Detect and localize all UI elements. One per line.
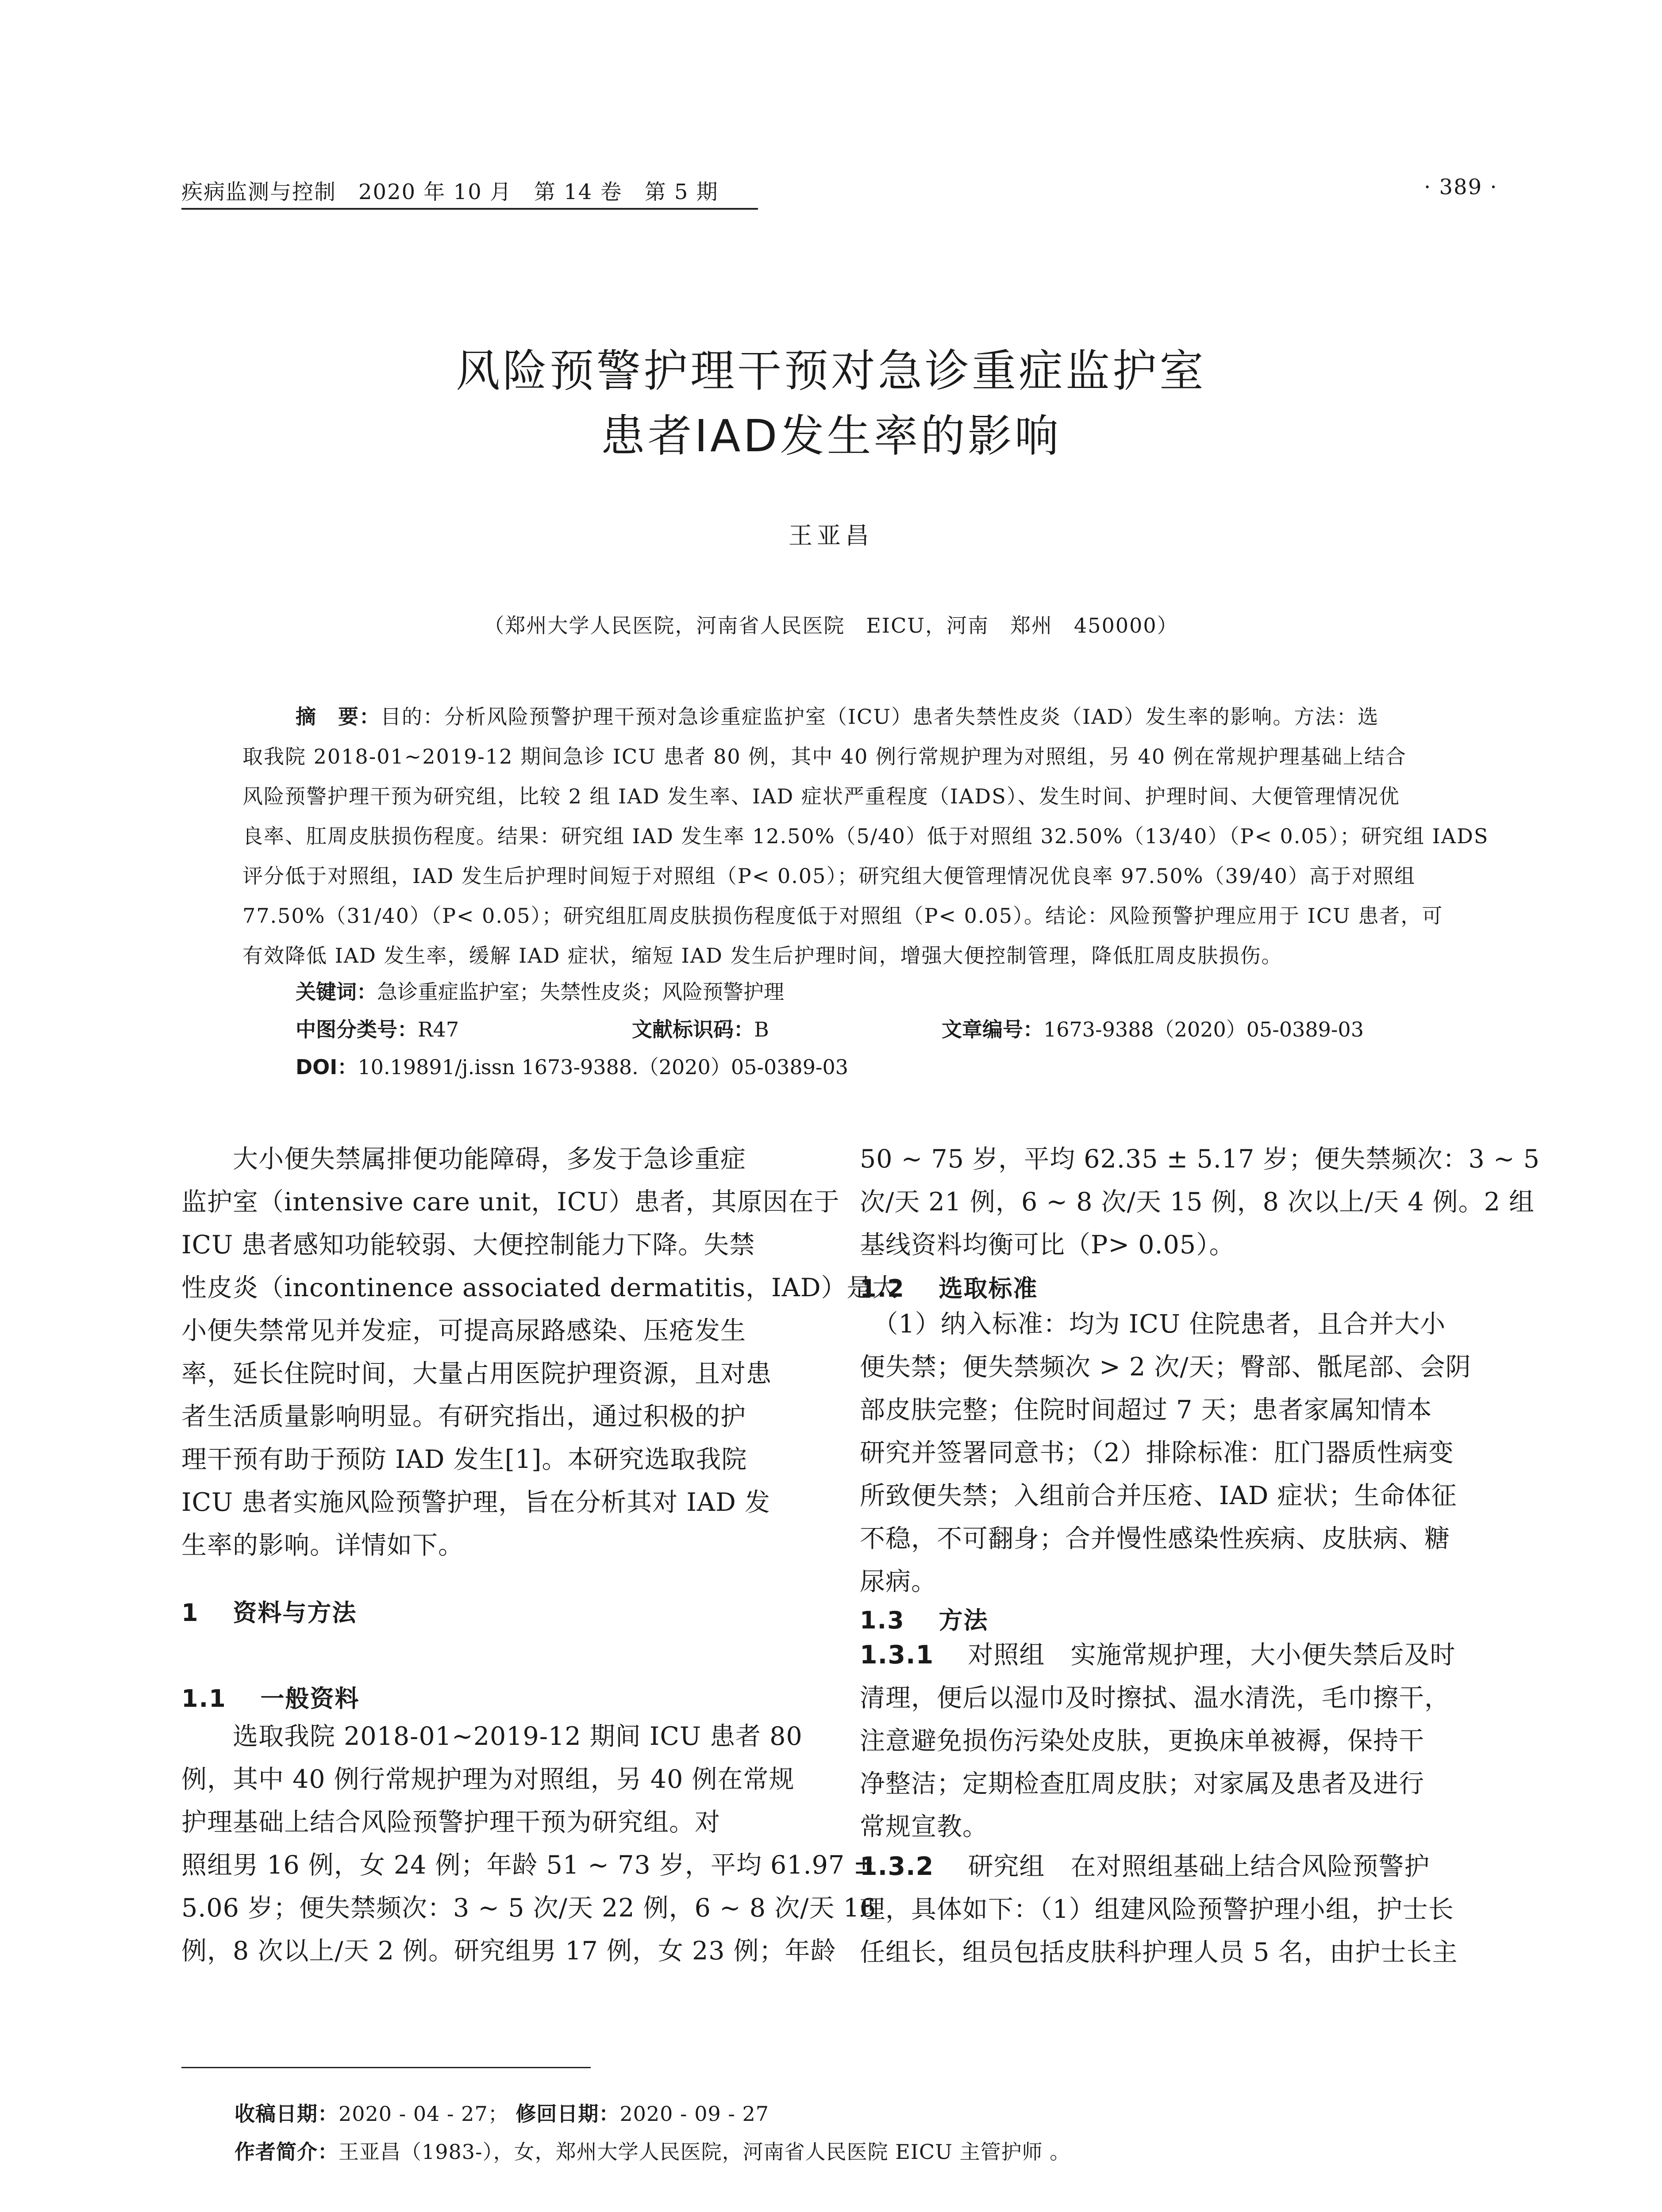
subsection-label: 1.3.1 — [860, 1640, 934, 1670]
doi: DOI：10.19891/j.issn 1673-9388.（2020）05-0389-03 — [296, 1055, 849, 1079]
title-line-1: 风险预警护理干预对急诊重症监护室 — [456, 345, 1206, 397]
method-1-3-1-line: 1.3.1 对照组 实施常规护理，大小便失禁后及时 — [860, 1640, 1456, 1670]
article-number: 文章编号：1673-9388（2020）05-0389-03 — [942, 1018, 1364, 1041]
author-bio: 作者简介：王亚昌（1983-），女，郑州大学人民医院，河南省人民医院 EICU 主管护师 。 — [235, 2140, 1071, 2164]
criteria-line: 尿病。 — [860, 1567, 937, 1596]
intro-line: 监护室（intensive care unit，ICU）患者，其原因在于 — [181, 1187, 840, 1217]
intro-line: 生率的影响。详情如下。 — [181, 1531, 464, 1560]
subsection-label: 1.3.2 — [860, 1852, 934, 1881]
method-1-3-2-line: 任组长，组员包括皮肤科护理人员 5 名，由护士长主 — [860, 1938, 1458, 1967]
section-heading-1-3: 1.3 方法 — [860, 1606, 989, 1634]
general-line: 例，8 次以上/天 2 例。研究组男 17 例，女 23 例；年龄 — [181, 1936, 836, 1966]
abstract-line-7: 有效降低 IAD 发生率，缓解 IAD 症状，缩短 IAD 发生后护理时间，增强大便控制管理，降低肛周皮肤损伤。 — [242, 944, 1283, 968]
affiliation: （郑州大学人民医院，河南省人民医院 EICU，河南 郑州 450000） — [484, 614, 1178, 637]
section-heading-1-1: 1.1 一般资料 — [181, 1685, 360, 1713]
criteria-line: （1）纳入标准：均为 ICU 住院患者，且合并大小 — [860, 1310, 1446, 1339]
criteria-line: 部皮肤完整；住院时间超过 7 天；患者家属知情本 — [860, 1395, 1432, 1425]
cont-line: 基线资料均衡可比（P> 0.05）。 — [860, 1230, 1235, 1260]
abstract-line-6: 77.50%（31/40）（P< 0.05）；研究组肛周皮肤损伤程度低于对照组（P< 0.05）。结论：风险预警护理应用于 ICU 患者，可 — [242, 904, 1443, 928]
author: 王亚昌 — [789, 522, 873, 549]
criteria-line: 研究并签署同意书；（2）排除标准：肛门器质性病变 — [860, 1438, 1454, 1467]
cont-line: 次/天 21 例，6 ~ 8 次/天 15 例，8 次以上/天 4 例。2 组 — [860, 1187, 1535, 1217]
abstract-line-2: 取我院 2018-01~2019-12 期间急诊 ICU 患者 80 例，其中 40 例行常规护理为对照组，另 40 例在常规护理基础上结合 — [242, 745, 1407, 768]
intro-line: 性皮炎（incontinence associated dermatitis，IAD）是大 — [181, 1273, 898, 1302]
keywords: 关键词：急诊重症监护室；失禁性皮炎；风险预警护理 — [296, 980, 784, 1004]
abstract-line-4: 良率、肛周皮肤损伤程度。结果：研究组 IAD 发生率 12.50%（5/40）低于对照组 32.50%（13/40）（P< 0.05）；研究组 IADS — [242, 824, 1489, 848]
method-1-3-2-line: 1.3.2 研究组 在对照组基础上结合风险预警护 — [860, 1852, 1430, 1881]
method-1-3-2-line: 理，具体如下：（1）组建风险预警护理小组，护士长 — [860, 1895, 1454, 1924]
general-line: 5.06 岁；便失禁频次：3 ~ 5 次/天 22 例，6 ~ 8 次/天 16 — [181, 1893, 877, 1923]
intro-line: ICU 患者实施风险预警护理，旨在分析其对 IAD 发 — [181, 1488, 770, 1517]
abstract-line-5: 评分低于对照组，IAD 发生后护理时间短于对照组（P< 0.05）；研究组大便管理情况优良率 97.50%（39/40）高于对照组 — [242, 864, 1416, 888]
abstract-line-1: 摘 要：目的：分析风险预警护理干预对急诊重症监护室（ICU）患者失禁性皮炎（IAD）发生率的影响。方法：选 — [296, 705, 1379, 729]
general-line: 护理基础上结合风险预警护理干预为研究组。对 — [181, 1808, 720, 1837]
intro-line: 理干预有助于预防 IAD 发生[1]。本研究选取我院 — [181, 1445, 747, 1474]
method-1-3-1-line: 常规宣教。 — [860, 1812, 988, 1841]
general-line: 例，其中 40 例行常规护理为对照组，另 40 例在常规 — [181, 1765, 795, 1794]
intro-line: 者生活质量影响明显。有研究指出，通过积极的护 — [181, 1402, 746, 1431]
classification-number: 中图分类号：R47 — [296, 1018, 459, 1041]
abstract-line-3: 风险预警护理干预为研究组，比较 2 组 IAD 发生率、IAD 症状严重程度（IADS）、发生时间、护理时间、大便管理情况优 — [242, 784, 1400, 808]
cont-line: 50 ~ 75 岁，平均 62.35 ± 5.17 岁；便失禁频次：3 ~ 5 — [860, 1144, 1540, 1174]
general-line: 选取我院 2018-01~2019-12 期间 ICU 患者 80 — [181, 1722, 803, 1751]
footnote-rule — [181, 2067, 591, 2068]
abstract-label: 摘 要： — [296, 705, 381, 729]
running-header: 疾病监测与控制 2020 年 10 月 第 14 卷 第 5 期 — [181, 180, 719, 204]
method-1-3-1-line: 注意避免损伤污染处皮肤，更换床单被褥，保持干 — [860, 1726, 1424, 1755]
general-line: 照组男 16 例，女 24 例；年龄 51 ~ 73 岁，平均 61.97 ± — [181, 1851, 875, 1880]
received-dates: 收稿日期：2020 - 04 - 27； 修回日期：2020 - 09 - 27 — [235, 2102, 769, 2126]
criteria-line: 便失禁；便失禁频次 > 2 次/天；臀部、骶尾部、会阴 — [860, 1352, 1471, 1382]
method-1-3-1-line: 净整洁；定期检查肛周皮肤；对家属及患者及进行 — [860, 1769, 1424, 1798]
intro-line: 大小便失禁属排便功能障碍，多发于急诊重症 — [181, 1144, 746, 1174]
title-line-2: 患者IAD发生率的影响 — [600, 410, 1062, 462]
section-heading-1: 1 资料与方法 — [181, 1599, 357, 1627]
header-rule — [181, 208, 758, 210]
section-heading-1-2: 1.2 选取标准 — [860, 1275, 1038, 1302]
criteria-line: 不稳，不可翻身；合并慢性感染性疾病、皮肤病、糖 — [860, 1524, 1450, 1553]
document-code: 文献标识码：B — [632, 1018, 769, 1041]
intro-line: 率，延长住院时间，大量占用医院护理资源，且对患 — [181, 1359, 772, 1388]
intro-line: 小便失禁常见并发症，可提高尿路感染、压疮发生 — [181, 1316, 746, 1345]
intro-line: ICU 患者感知功能较弱、大便控制能力下降。失禁 — [181, 1230, 755, 1260]
criteria-line: 所致便失禁；入组前合并压疮、IAD 症状；生命体征 — [860, 1481, 1457, 1510]
page-number: · 389 · — [1424, 175, 1498, 200]
method-1-3-1-line: 清理，便后以湿巾及时擦拭、温水清洗，毛巾擦干， — [860, 1683, 1450, 1713]
